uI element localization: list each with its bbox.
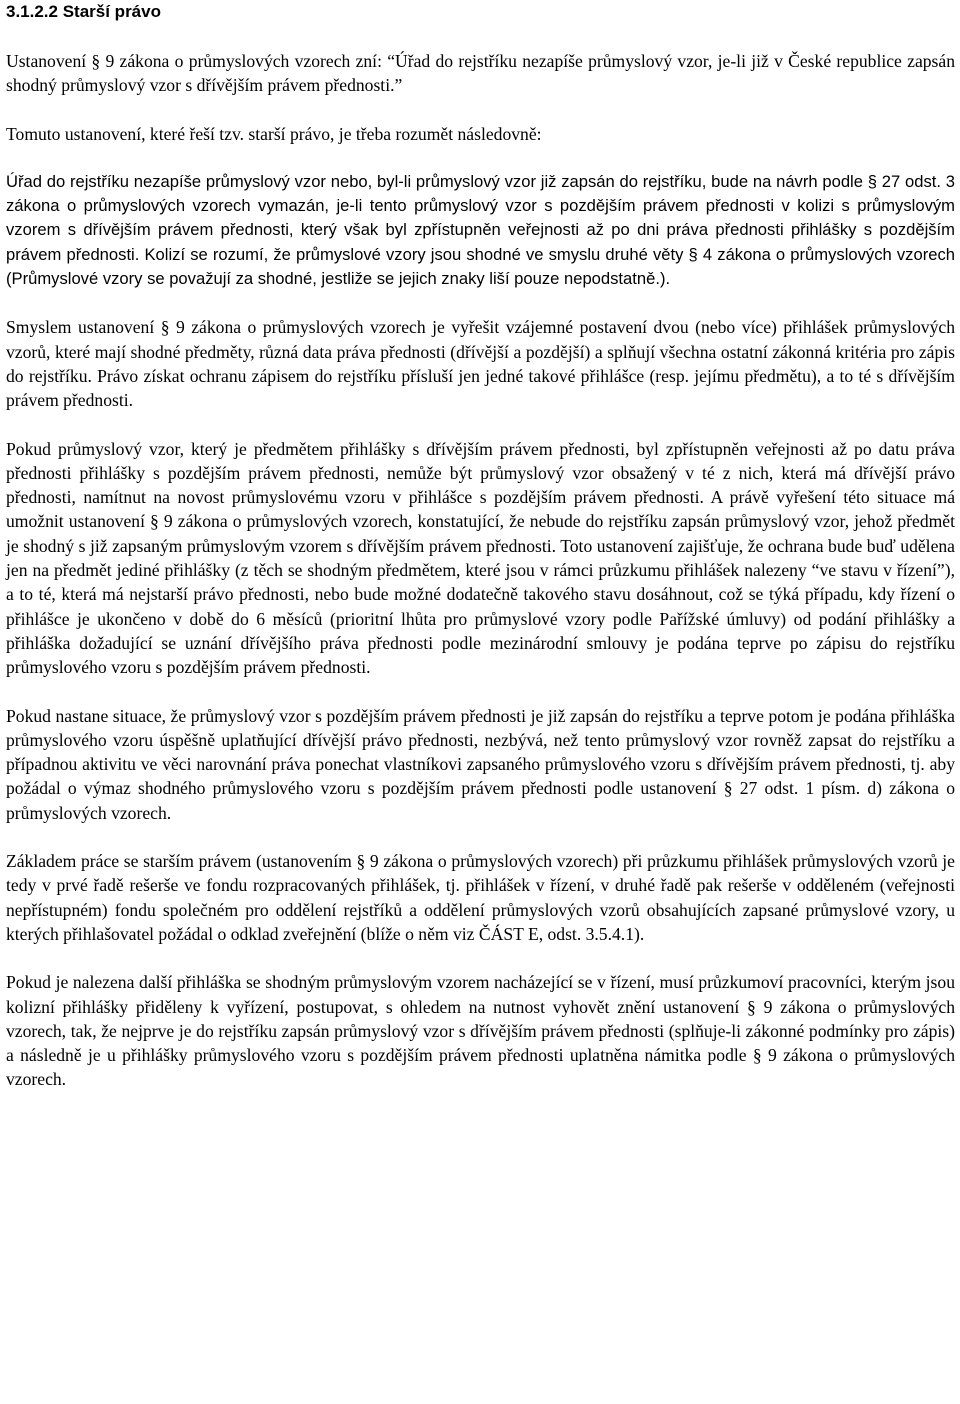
paragraph-procedure: Pokud je nalezena další přihláška se shodným průmyslovým vzorem nacházející se v řízení, musí průzkumoví pracovníci, kterým jsou kolizní přihlášky přiděleny k vyřízení, postupovat, s ohledem na nutnost vyhovět znění ustanovení § 9 zákona o průmyslových vzorech, tak, že nejprve je do rejstříku zapsán průmyslový vzor s dřívějším právem přednosti (splňuje-li zákonné podmínky pro zápis) a následně je u přihlášky průmyslového vzoru s pozdějším právem přednosti uplatněna námitka podle § 9 zákona o průmyslových vzorech. xyxy=(6,972,955,1090)
paragraph-registered-case: Pokud nastane situace, že průmyslový vzor s pozdějším právem přednosti je již zapsán do rejstříku a teprve potom je podána přihláška průmyslového vzoru úspěšně uplatňující dřívější právo přednosti, nezbývá, než tento průmyslový vzor rovněž zapsat do rejstříku a případnou aktivitu ve věci narovnání práva ponechat vlastníkovi zapsaného průmyslového vzoru s dřívějším právem přednosti, tj. aby požádal o výmaz shodného průmyslového vzoru s pozdějším právem přednosti podle ustanovení § 27 odst. 1 písm. d) zákona o průmyslových vzorech. xyxy=(6,705,955,823)
paragraph-interpretation: Úřad do rejstříku nezapíše průmyslový vzor nebo, byl-li průmyslový vzor již zapsán do rejstříku, bude na návrh podle § 27 odst. 3 zákona o průmyslových vzorech vymazán, je-li tento průmyslový vzor s pozdějším právem přednosti v kolizi s průmyslovým vzorem s dřívějším právem přednosti, který však byl zpřístupněn veřejnosti až po dni práva přednosti přihlášky s pozdějším právem přednosti. Kolizí se rozumí, že průmyslové vzory jsou shodné ve smyslu druhé věty § 4 zákona o průmyslových vzorech (Průmyslové vzory se považují za shodné, jestliže se jejich znaky liší pouze nepodstatně.). xyxy=(6,171,955,289)
section-heading: 3.1.2.2 Starší právo xyxy=(6,2,161,21)
paragraph-quoted-provision: Ustanovení § 9 zákona o průmyslových vzorech zní: “Úřad do rejstříku nezapíše průmyslový vzor, je-li již v České republice zapsán shodný průmyslový vzor s dřívějším právem přednosti.” xyxy=(6,51,955,96)
document-page xyxy=(6,0,955,1092)
paragraph-purpose: Smyslem ustanovení § 9 zákona o průmyslových vzorech je vyřešit vzájemné postavení dvou (nebo více) přihlášek průmyslových vzorů, které mají shodné předměty, různá data práva přednosti (dřívější a pozdější) a splňují všechna ostatní zákonná kritéria pro zápis do rejstříku. Právo získat ochranu zápisem do rejstříku přísluší jen jedné takové přihlášce (resp. jejímu předmětu), a to té s dřívějším právem přednosti. xyxy=(6,317,955,411)
paragraph-search-practice: Základem práce se starším právem (ustanovením § 9 zákona o průmyslových vzorech) při průzkumu přihlášek průmyslových vzorů je tedy v prvé řadě rešerše ve fondu rozpracovaných přihlášek, tj. přihlášek v řízení, v druhé řadě pak rešerše v odděleném (veřejnosti nepřístupném) fondu společném pro oddělení rejstříků a oddělení průmyslových vzorů obsahujících zapsané průmyslové vzory, u kterých přihlašovatel požádal o odklad zveřejnění (blíže o něm viz ČÁST E, odst. 3.5.4.1). xyxy=(6,851,955,944)
paragraph-disclosure-case: Pokud průmyslový vzor, který je předmětem přihlášky s dřívějším právem přednosti, byl zpřístupněn veřejnosti až po datu práva přednosti přihlášky s pozdějším právem přednosti, nemůže být průmyslový vzor obsažený v té z nich, která má dřívější právo přednosti, namítnut na novost průmyslovému vzoru v přihlášce s pozdějším právem přednosti. A právě vyřešení této situace má umožnit ustanovení § 9 zákona o průmyslových vzorech, konstatující, že nebude do rejstříku zapsán průmyslový vzor, jehož předmět je shodný s již zapsaným průmyslovým vzorem s dřívějším právem přednosti. Toto ustanovení zajišťuje, že ochrana bude buď udělena jen na předmět jediné přihlášky (z těch se shodným předmětem, které jsou v rámci průzkumu přihlášek nalezeny “ve stavu v řízení”), a to té, která má nejstarší právo přednosti, nebo bude možné dodatečně takového stavu dosáhnout, což se týká případu, kdy řízení o přihlášce je ukončeno v době do 6 měsíců (prioritní lhůta pro průmyslové vzory podle Pařížské úmluvy) od podání přihlášky a přihláška dožadující se uznání dřívějšího práva přednosti podle mezinárodní smlouvy je podána teprve po zápisu do rejstříku průmyslového vzoru s pozdějším právem přednosti. xyxy=(6,438,955,678)
paragraph-intro: Tomuto ustanovení, které řeší tzv. starší právo, je třeba rozumět následovně: xyxy=(6,123,542,144)
